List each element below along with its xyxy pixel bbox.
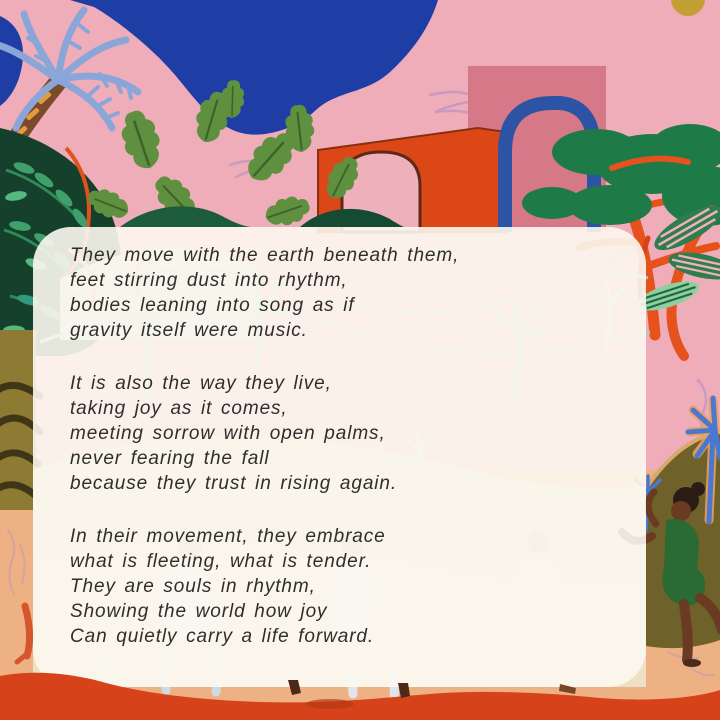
poem-text xyxy=(70,243,630,649)
poem-line: They move with the earth beneath them, xyxy=(70,245,460,266)
poem-line: never fearing the fall xyxy=(70,448,270,469)
poem-line: Can quietly carry a life forward. xyxy=(70,626,375,647)
poem-line: taking joy as it comes, xyxy=(70,398,288,419)
poem-line: meeting sorrow with open palms, xyxy=(70,423,386,444)
poem-line: feet stirring dust into rhythm, xyxy=(70,270,348,291)
poem-line: Showing the world how joy xyxy=(70,601,328,622)
poem-line: bodies leaning into song as if xyxy=(70,295,355,316)
poem-line: because they trust in rising again. xyxy=(70,473,398,494)
poem-line: They are souls in rhythm, xyxy=(70,576,316,597)
poem-line: In their movement, they embrace xyxy=(70,526,386,547)
poem-line: what is fleeting, what is tender. xyxy=(70,551,372,572)
poem-stanza-1 xyxy=(70,243,630,343)
poem-stanza-3 xyxy=(70,524,630,649)
poem-line: gravity itself were music. xyxy=(70,320,308,341)
poem-line: It is also the way they live, xyxy=(70,373,332,394)
poem-stanza-2 xyxy=(70,371,630,496)
